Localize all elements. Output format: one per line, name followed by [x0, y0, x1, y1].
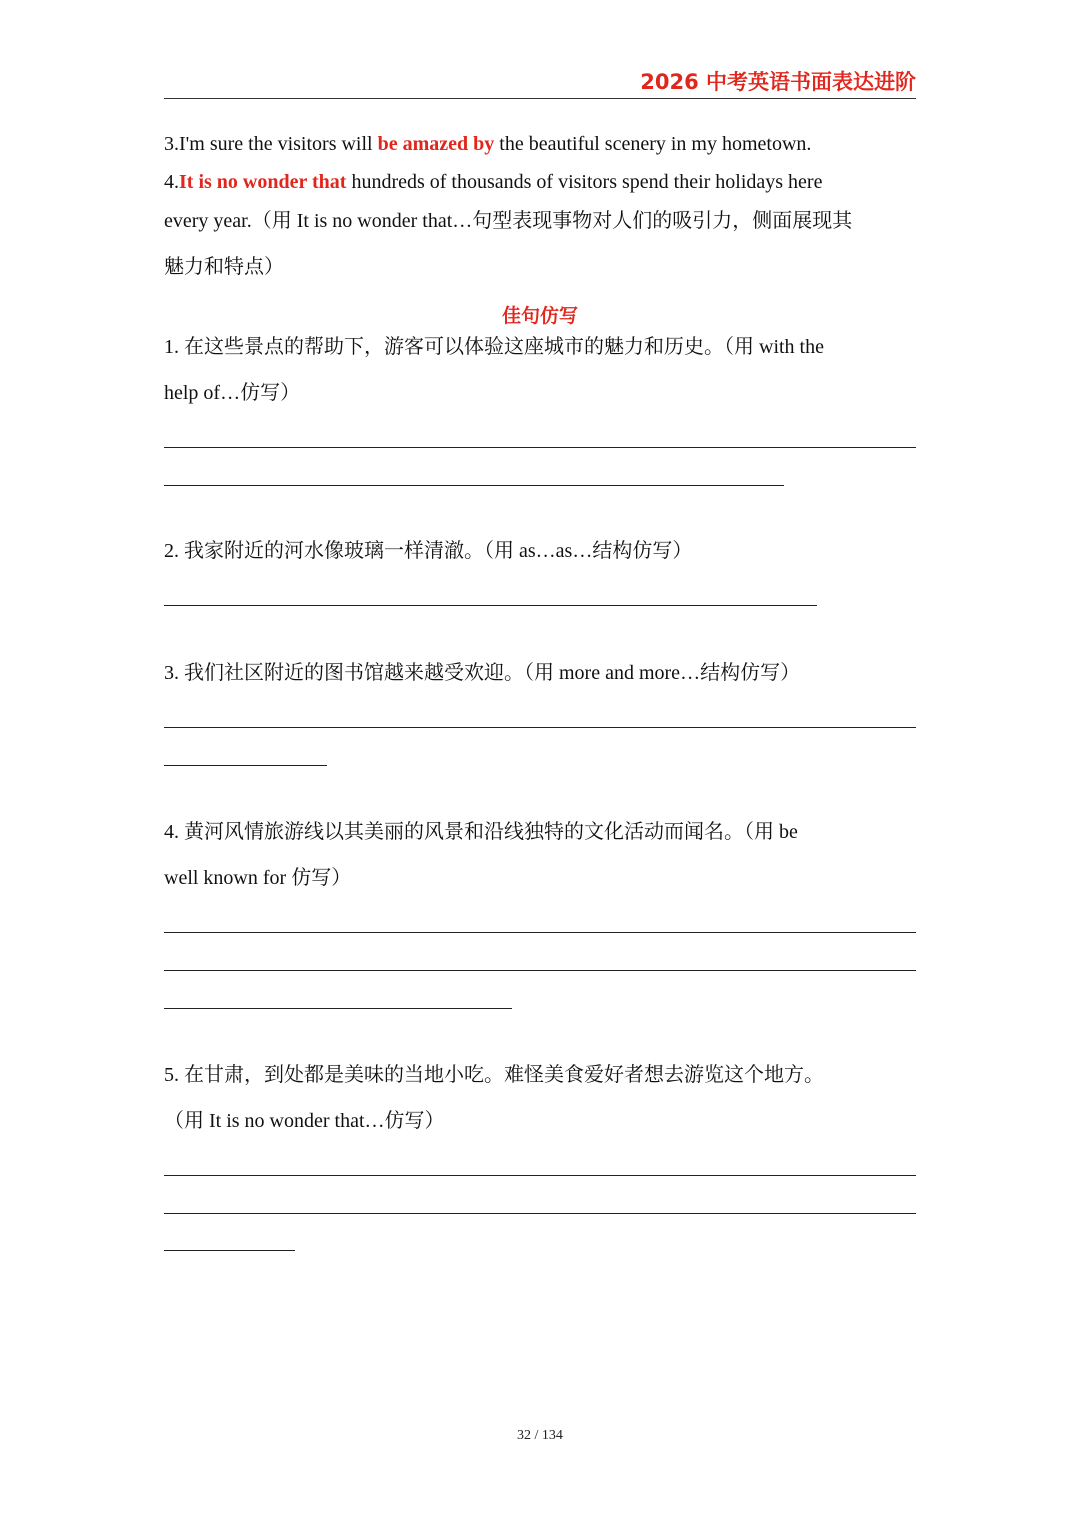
- exercise-3-answer-line[interactable]: [164, 765, 327, 766]
- exercise-3-prompt: 3. 我们社区附近的图书馆越来越受欢迎。（用 more and more…结构仿写）: [164, 662, 801, 684]
- exercise-1-answer-line[interactable]: [164, 485, 784, 486]
- example-4-highlight: It is no wonder that: [179, 171, 347, 193]
- exercise-1-prompt: 1. 在这些景点的帮助下，游客可以体验这座城市的魅力和历史。（用 with the: [164, 336, 824, 358]
- header-title: 2026 中考英语书面表达进阶: [640, 70, 916, 94]
- exercise-3-answer-line[interactable]: [164, 727, 916, 728]
- exercise-2-prompt: 2. 我家附近的河水像玻璃一样清澈。（用 as…as…结构仿写）: [164, 540, 693, 562]
- section-title: 佳句仿写: [501, 305, 578, 327]
- example-sentence-4: [164, 169, 822, 195]
- header-rule: [164, 98, 916, 99]
- exercise-2-answer-line[interactable]: [164, 605, 817, 606]
- example-4-line-2: every year.（用 It is no wonder that…句型表现事物对人们的吸引力，侧面展现其: [164, 210, 853, 232]
- exercise-4-answer-line[interactable]: [164, 1008, 512, 1009]
- example-3-highlight: be amazed by: [377, 133, 495, 155]
- example-4-line-3: 魅力和特点）: [164, 256, 284, 278]
- exercise-5-answer-line[interactable]: [164, 1175, 916, 1176]
- exercise-4-prompt-cont: well known for 仿写）: [164, 867, 352, 889]
- exercise-1-answer-line[interactable]: [164, 447, 916, 448]
- example-4-text-after: hundreds of thousands of visitors spend their holidays here: [346, 171, 823, 193]
- example-sentence-3: [164, 131, 811, 157]
- exercise-5-answer-line[interactable]: [164, 1250, 295, 1251]
- exercise-5-prompt-cont: （用 It is no wonder that…仿写）: [164, 1110, 445, 1132]
- exercise-4-answer-line[interactable]: [164, 932, 916, 933]
- example-3-text-before: 3.I'm sure the visitors will: [164, 133, 378, 155]
- exercise-4-prompt: 4. 黄河风情旅游线以其美丽的风景和沿线独特的文化活动而闻名。（用 be: [164, 821, 798, 843]
- example-4-text-before: 4.: [164, 171, 179, 193]
- page-number: 32 / 134: [517, 1428, 563, 1443]
- exercise-4-answer-line[interactable]: [164, 970, 916, 971]
- example-3-text-after: the beautiful scenery in my hometown.: [494, 133, 812, 155]
- exercise-5-answer-line[interactable]: [164, 1213, 916, 1214]
- exercise-1-prompt-cont: help of…仿写）: [164, 382, 301, 404]
- exercise-5-prompt: 5. 在甘肃，到处都是美味的当地小吃。难怪美食爱好者想去游览这个地方。: [164, 1064, 824, 1086]
